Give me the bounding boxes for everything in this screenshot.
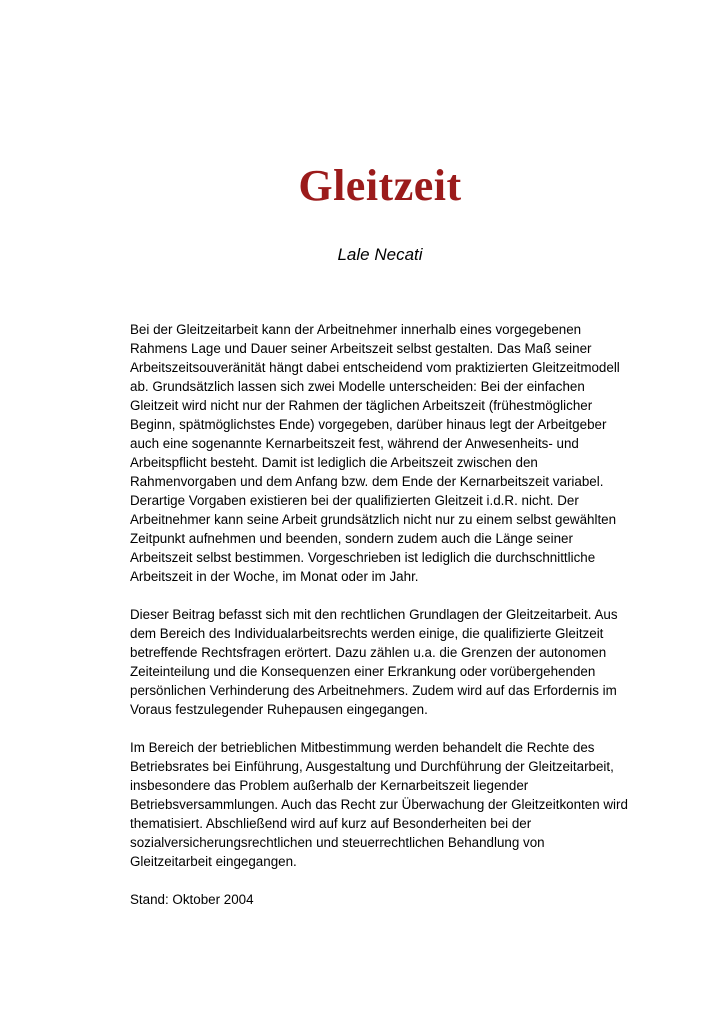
- status-date: Stand: Oktober 2004: [130, 892, 254, 907]
- paragraph-scope: Dieser Beitrag befasst sich mit den rechtlichen Grundlagen der Gleitzeitarbeit. Aus dem Bereich des Individualarbeitsrechts werden einige, die qualifizierte Gleitzeit betreffende Rechtsfragen erörtert. Dazu zählen u.a. die Grenzen der autonomen Zeiteinteilung und die Konsequenzen einer Erkrankung oder vorübergehenden persönlichen Verhinderung des Arbeitnehmers. Zudem wird auf das Erfordernis im Voraus festzulegender Ruhepausen eingegangen.: [130, 607, 618, 717]
- document-title: Gleitzeit: [298, 161, 462, 210]
- paragraph-intro: Bei der Gleitzeitarbeit kann der Arbeitnehmer innerhalb eines vorgegebenen Rahmens Lage und Dauer seiner Arbeitszeit selbst gestalten. Das Maß seiner Arbeitszeitsouveränität hängt dabei entscheidend vom praktizierten Gleitzeitmodell ab. Grundsätzlich lassen sich zwei Modelle unterscheiden: Bei der einfachen Gleitzeit wird nicht nur der Rahmen der täglichen Arbeitszeit (frühestmöglicher Beginn, spätmöglichstes Ende) vorgegeben, darüber hinaus legt der Arbeitgeber auch eine sogenannte Kernarbeitszeit fest, während der Anwesenheits- und Arbeitspflicht besteht. Damit ist lediglich die Arbeitszeit zwischen den Rahmenvorgaben und dem Anfang bzw. dem Ende der Kernarbeitszeit variabel. Derartige Vorgaben existieren bei der qualifizierten Gleitzeit i.d.R. nicht. Der Arbeitnehmer kann seine Arbeit grundsätzlich nicht nur zu einem selbst gewählten Zeitpunkt aufnehmen und beenden, sondern zudem auch die Länge seiner Arbeitszeit selbst bestimmen. Vorgeschrieben ist lediglich die durchschnittliche Arbeitszeit in der Woche, im Monat oder im Jahr.: [130, 322, 620, 584]
- document-body: [130, 320, 630, 909]
- paragraph-codetermination: Im Bereich der betrieblichen Mitbestimmung werden behandelt die Rechte des Betriebsrates bei Einführung, Ausgestaltung und Durchführung der Gleitzeitarbeit, insbesondere das Problem außerhalb der Kernarbeitszeit liegender Betriebsversammlungen. Auch das Recht zur Überwachung der Gleitzeitkonten wird thematisiert. Abschließend wird auf kurz auf Besonderheiten bei der sozialversicherungsrechtlichen und steuerrechtlichen Behandlung von Gleitzeitarbeit eingegangen.: [130, 740, 628, 869]
- author-name: Lale Necati: [337, 245, 423, 264]
